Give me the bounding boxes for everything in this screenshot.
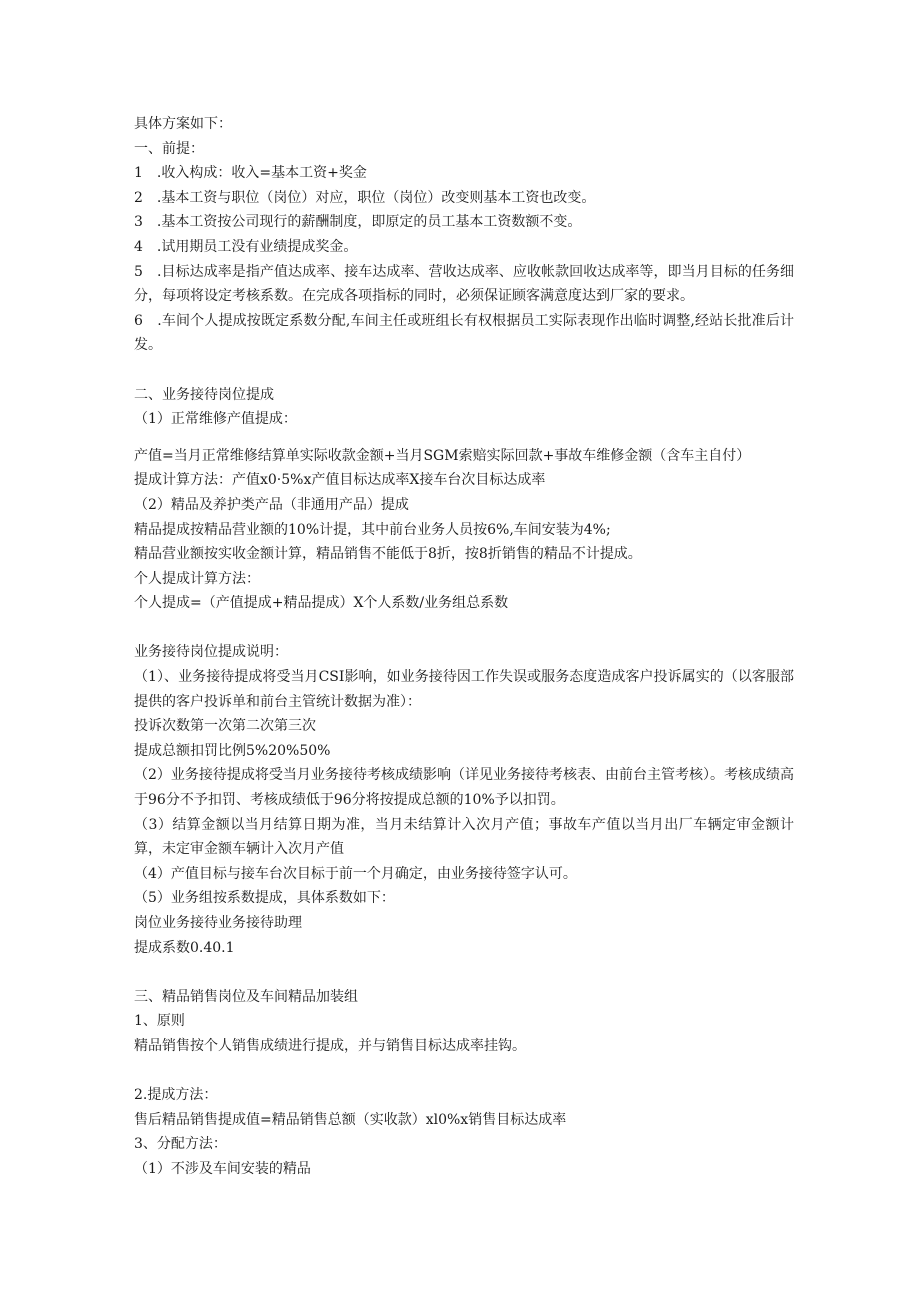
- section2-note1: （1）、业务接待提成将受当月CSI影响，如业务接待因工作失误或服务态度造成客户投诉属实的（以客服部提供的客户投诉单和前台主管统计数据为准）：: [134, 669, 794, 710]
- spacer: [134, 960, 794, 985]
- section2-formula1: 产值=当月正常维修结算单实际收款金额+当月SGM索赔实际回款+事故车维修金额（含车主自付）: [134, 447, 751, 464]
- spacer: [134, 616, 794, 641]
- spacer: [134, 432, 794, 444]
- section2-rule2: 精品营业额按实收金额计算，精品销售不能低于8折，按8折销售的精品不计提成。: [134, 546, 642, 563]
- section2-sub1: （1）正常维修产值提成：: [134, 411, 297, 428]
- section2-note2: （2）业务接待提成将受当月业务接待考核成绩影响（详见业务接待考核表、由前台主管考核）。考核成绩高于96分不予扣罚、考核成绩低于96分将按提成总额的10%予以扣罚。: [134, 767, 794, 809]
- intro-text: 具体方案如下：: [134, 116, 232, 132]
- spacer: [134, 1059, 794, 1084]
- section2-heading: 二、业务接待岗位提成: [134, 386, 274, 403]
- section2-note3: （3）结算金额以当月结算日期为准，当月未结算计入次月产值；事故车产值以当月出厂车辆定审金额计算，未定审金额车辆计入次月产值: [134, 816, 794, 858]
- section1-item-3: 3 .基本工资按公司现行的薪酬制度，即原定的员工基本工资数额不变。: [134, 214, 582, 231]
- section3-principle-text: 精品销售按个人销售成绩进行提成，并与销售目标达成率挂钩。: [134, 1037, 526, 1054]
- section3-distribution-item1: （1）不涉及车间安装的精品: [134, 1160, 311, 1177]
- section2-sub2: （2）精品及养护类产品（非通用产品）提成: [134, 496, 409, 513]
- section3-method-formula: 售后精品销售提成值=精品销售总额（实收款）xl0%x销售目标达成率: [134, 1111, 567, 1128]
- section3-principle-heading: 1、原则: [134, 1013, 185, 1030]
- section1-item-1: 1 .收入构成：收入=基本工资+奖金: [134, 165, 367, 182]
- section3-distribution-heading: 3、分配方法：: [134, 1136, 227, 1153]
- section1-item-2: 2 .基本工资与职位（岗位）对应，职位（岗位）改变则基本工资也改变。: [134, 189, 596, 206]
- section2-calc-formula: 个人提成=（产值提成+精品提成）X个人系数/业务组总系数: [134, 595, 509, 612]
- section1-item-5: 5 .目标达成率是指产值达成率、接车达成率、营收达成率、应收帐款回收达成率等，即当月目标的任务细分，每项将设定考核系数。在完成各项指标的同时，必须保证顾客满意度达到厂家的要求。: [134, 263, 794, 305]
- complaint-row: 投诉次数第一次第二次第三次: [134, 718, 316, 735]
- section3-heading: 三、精品销售岗位及车间精品加装组: [134, 988, 358, 1005]
- section2-note4: （4）产值目标与接车台次目标于前一个月确定，由业务接待签字认可。: [134, 865, 577, 882]
- section1-item-4: 4 .试用期员工没有业绩提成奖金。: [134, 238, 358, 255]
- section2-calc-heading: 个人提成计算方法：: [134, 570, 260, 587]
- post-row: 岗位业务接待业务接待助理: [134, 915, 302, 931]
- spacer: [134, 358, 794, 383]
- section2-notes-heading: 业务接待岗位提成说明：: [134, 644, 288, 661]
- section3-method-heading: 2.提成方法：: [134, 1087, 218, 1104]
- document-page: [134, 112, 794, 1182]
- section1-heading: 一、前提：: [134, 140, 204, 157]
- coef-row: 提成系数0.40.1: [134, 939, 235, 956]
- section2-rule1: 精品提成按精品营业额的10%计提，其中前台业务人员按6%,车间安装为4%;: [134, 521, 611, 538]
- penalty-row: 提成总额扣罚比例5%20%50%: [134, 742, 331, 759]
- section2-formula2: 提成计算方法：产值x0·5%x产值目标达成率X接车台次目标达成率: [134, 472, 546, 489]
- section1-item-6: 6 .车间个人提成按既定系数分配,车间主任或班组长有权根据员工实际表现作出临时调整,经站长批准后计发。: [134, 312, 794, 354]
- section2-note5: （5）业务组按系数提成，具体系数如下：: [134, 890, 395, 907]
